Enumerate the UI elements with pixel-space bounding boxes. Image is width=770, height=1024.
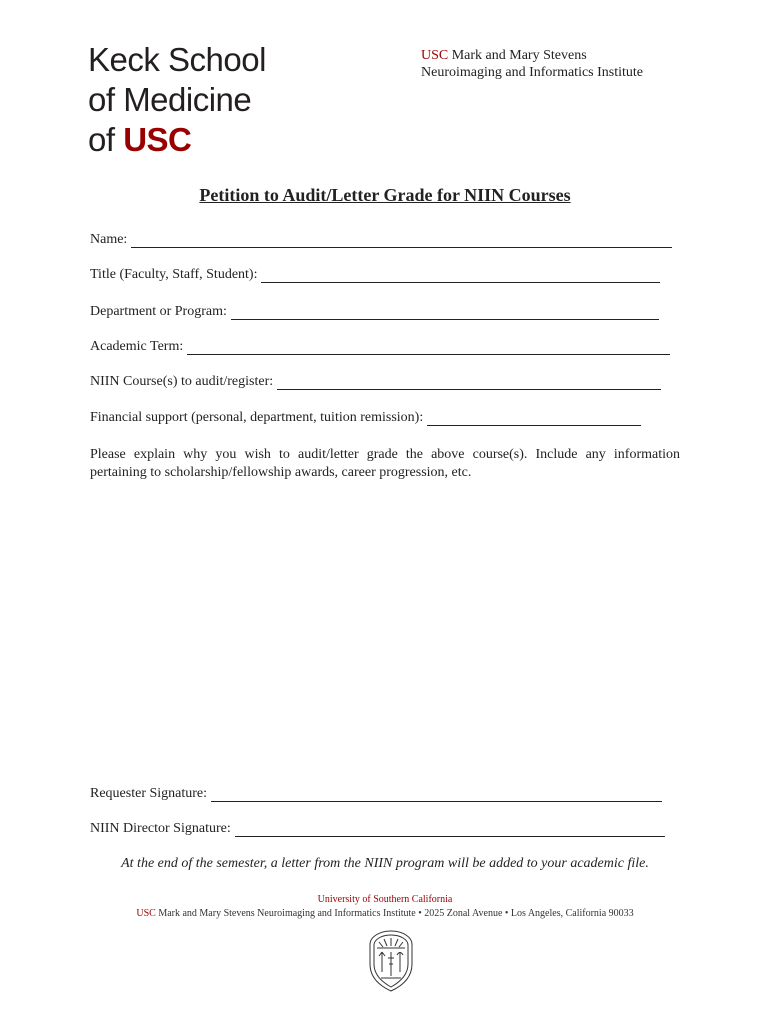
logo-line-1: Keck School — [88, 41, 266, 78]
explain-response-area[interactable] — [90, 486, 680, 776]
logo-line-3-prefix: of — [88, 121, 124, 158]
department-input[interactable] — [231, 305, 659, 320]
courses-input[interactable] — [277, 375, 661, 390]
courses-field — [90, 372, 661, 390]
name-field — [90, 230, 672, 248]
footer-address — [0, 908, 770, 919]
name-input[interactable] — [131, 233, 672, 248]
academic-term-field — [90, 337, 670, 355]
keck-school-logo — [88, 40, 288, 160]
requester-signature-label: Requester Signature: — [90, 786, 208, 801]
department-field — [90, 302, 659, 320]
footer-usc: USC — [136, 908, 156, 919]
logo-line-2: of Medicine — [88, 81, 252, 118]
institute-usc: USC — [421, 48, 449, 63]
director-signature-label: NIIN Director Signature: — [90, 821, 231, 836]
academic-term-input[interactable] — [187, 340, 670, 355]
title-field — [90, 265, 660, 283]
director-signature-input[interactable] — [235, 822, 665, 837]
footer-university: University of Southern California — [317, 894, 453, 905]
title-input[interactable] — [261, 268, 660, 283]
financial-support-field — [90, 408, 641, 426]
logo-line-3 — [88, 120, 288, 160]
title-label: Title (Faculty, Staff, Student): — [90, 267, 258, 282]
name-label: Name: — [90, 232, 128, 247]
institute-header-line-2: Neuroimaging and Informatics Institute — [421, 65, 643, 80]
requester-signature-field — [90, 784, 662, 802]
director-signature-field — [90, 819, 665, 837]
institute-name-rest: Mark and Mary Stevens — [448, 48, 587, 63]
usc-seal-icon — [364, 928, 418, 994]
courses-label: NIIN Course(s) to audit/register: — [90, 374, 274, 389]
academic-term-label: Academic Term: — [90, 339, 184, 354]
institute-header-line-1 — [421, 47, 643, 64]
academic-file-note: At the end of the semester, a letter from the NIIN program will be added to your academic file. — [121, 856, 649, 871]
financial-support-label: Financial support (personal, department, tuition remission): — [90, 410, 424, 425]
explain-prompt: Please explain why you wish to audit/letter grade the above course(s). Include any information pertaining to scholarship/fellowship awards, career progression, etc. — [90, 447, 680, 480]
logo-usc: USC — [123, 121, 192, 158]
form-title: Petition to Audit/Letter Grade for NIIN Courses — [199, 185, 571, 205]
department-label: Department or Program: — [90, 304, 227, 319]
institute-header — [421, 47, 643, 81]
financial-support-input[interactable] — [427, 411, 641, 426]
requester-signature-input[interactable] — [211, 787, 662, 802]
footer-address-text: Mark and Mary Stevens Neuroimaging and Informatics Institute • 2025 Zonal Avenue • Los Angeles, California 90033 — [155, 908, 634, 919]
